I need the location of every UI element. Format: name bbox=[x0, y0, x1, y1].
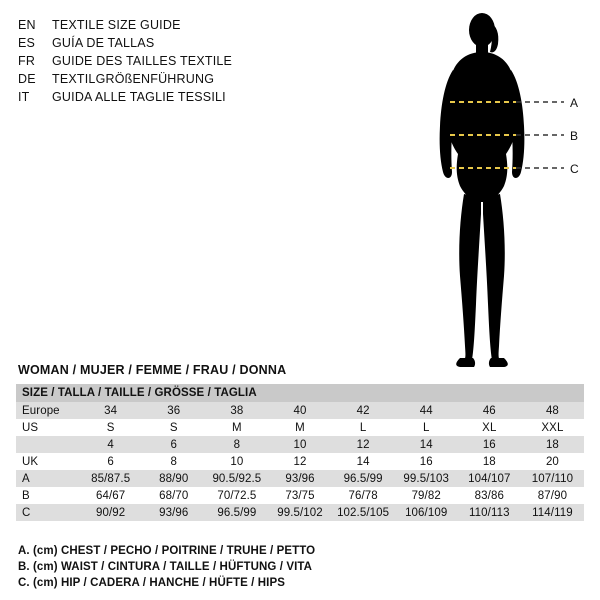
cell: 99.5/102 bbox=[268, 504, 331, 521]
measurement-legend bbox=[18, 543, 538, 591]
cell: 83/86 bbox=[458, 487, 521, 504]
table-header-label: SIZE / TALLA / TAILLE / GRÖSSE / TAGLIA bbox=[16, 384, 584, 402]
cell: 10 bbox=[205, 453, 268, 470]
table-header-row bbox=[16, 384, 584, 402]
language-title: TEXTILGRÖßENFÜHRUNG bbox=[52, 72, 215, 86]
cell: 93/96 bbox=[142, 504, 205, 521]
language-title: GUIDE DES TAILLES TEXTILE bbox=[52, 54, 233, 68]
cell: 96.5/99 bbox=[205, 504, 268, 521]
language-title: TEXTILE SIZE GUIDE bbox=[52, 18, 181, 32]
cell: 34 bbox=[79, 402, 142, 419]
language-code: IT bbox=[18, 90, 30, 104]
cell: 8 bbox=[205, 436, 268, 453]
cell: 68/70 bbox=[142, 487, 205, 504]
cell: 44 bbox=[395, 402, 458, 419]
cell: 46 bbox=[458, 402, 521, 419]
language-row bbox=[18, 34, 348, 52]
cell: S bbox=[142, 419, 205, 436]
cell: 14 bbox=[395, 436, 458, 453]
cell: 6 bbox=[142, 436, 205, 453]
measure-label-c: C bbox=[570, 162, 579, 176]
language-code: EN bbox=[18, 18, 36, 32]
language-title: GUÍA DE TALLAS bbox=[52, 36, 155, 50]
cell: 38 bbox=[205, 402, 268, 419]
cell: 64/67 bbox=[79, 487, 142, 504]
language-list bbox=[18, 16, 348, 106]
cell: 36 bbox=[142, 402, 205, 419]
cell: 114/119 bbox=[521, 504, 584, 521]
cell: M bbox=[205, 419, 268, 436]
cell: 107/110 bbox=[521, 470, 584, 487]
size-table-container bbox=[16, 384, 584, 521]
cell: M bbox=[268, 419, 331, 436]
language-row bbox=[18, 70, 348, 88]
cell: 18 bbox=[458, 453, 521, 470]
cell: 8 bbox=[142, 453, 205, 470]
row-label: A bbox=[16, 470, 79, 487]
cell: 18 bbox=[521, 436, 584, 453]
female-silhouette-icon bbox=[420, 8, 590, 378]
row-label: B bbox=[16, 487, 79, 504]
cell: 73/75 bbox=[268, 487, 331, 504]
table-row bbox=[16, 436, 584, 453]
legend-row-b: B. (cm) WAIST / CINTURA / TAILLE / HÜFTUNG / VITA bbox=[18, 561, 313, 573]
cell: XXL bbox=[521, 419, 584, 436]
language-row bbox=[18, 52, 348, 70]
language-code: ES bbox=[18, 36, 36, 50]
cell: 90.5/92.5 bbox=[205, 470, 268, 487]
cell: 42 bbox=[332, 402, 395, 419]
cell: 48 bbox=[521, 402, 584, 419]
language-row bbox=[18, 88, 348, 106]
cell: S bbox=[79, 419, 142, 436]
cell: 40 bbox=[268, 402, 331, 419]
legend-row-c: C. (cm) HIP / CADERA / HANCHE / HÜFTE / HIPS bbox=[18, 577, 286, 589]
cell: 93/96 bbox=[268, 470, 331, 487]
cell: 10 bbox=[268, 436, 331, 453]
cell: 88/90 bbox=[142, 470, 205, 487]
cell: 102.5/105 bbox=[332, 504, 395, 521]
section-title: WOMAN / MUJER / FEMME / FRAU / DONNA bbox=[18, 363, 287, 377]
row-label: UK bbox=[16, 453, 79, 470]
table-row bbox=[16, 504, 584, 521]
measure-label-b: B bbox=[570, 129, 579, 143]
cell: L bbox=[395, 419, 458, 436]
legend-row-a: A. (cm) CHEST / PECHO / POITRINE / TRUHE / PETTO bbox=[18, 545, 316, 557]
language-code: DE bbox=[18, 72, 36, 86]
cell: 6 bbox=[79, 453, 142, 470]
table-row bbox=[16, 402, 584, 419]
cell: 76/78 bbox=[332, 487, 395, 504]
language-title: GUIDA ALLE TAGLIE TESSILI bbox=[52, 90, 226, 104]
cell: 16 bbox=[458, 436, 521, 453]
table-row bbox=[16, 487, 584, 504]
cell: XL bbox=[458, 419, 521, 436]
table-row bbox=[16, 470, 584, 487]
row-label: US bbox=[16, 419, 79, 436]
cell: 85/87.5 bbox=[79, 470, 142, 487]
cell: L bbox=[332, 419, 395, 436]
cell: 96.5/99 bbox=[332, 470, 395, 487]
language-row bbox=[18, 16, 348, 34]
language-code: FR bbox=[18, 54, 36, 68]
size-table bbox=[16, 384, 584, 521]
cell: 12 bbox=[268, 453, 331, 470]
table-row bbox=[16, 453, 584, 470]
cell: 20 bbox=[521, 453, 584, 470]
cell: 14 bbox=[332, 453, 395, 470]
cell: 4 bbox=[79, 436, 142, 453]
cell: 106/109 bbox=[395, 504, 458, 521]
table-row bbox=[16, 419, 584, 436]
cell: 90/92 bbox=[79, 504, 142, 521]
row-label: C bbox=[16, 504, 79, 521]
measure-label-a: A bbox=[570, 96, 579, 110]
cell: 16 bbox=[395, 453, 458, 470]
cell: 12 bbox=[332, 436, 395, 453]
cell: 104/107 bbox=[458, 470, 521, 487]
body-figure bbox=[420, 8, 590, 378]
cell: 99.5/103 bbox=[395, 470, 458, 487]
cell: 79/82 bbox=[395, 487, 458, 504]
row-label bbox=[16, 436, 79, 453]
cell: 70/72.5 bbox=[205, 487, 268, 504]
cell: 110/113 bbox=[458, 504, 521, 521]
cell: 87/90 bbox=[521, 487, 584, 504]
row-label: Europe bbox=[16, 402, 79, 419]
